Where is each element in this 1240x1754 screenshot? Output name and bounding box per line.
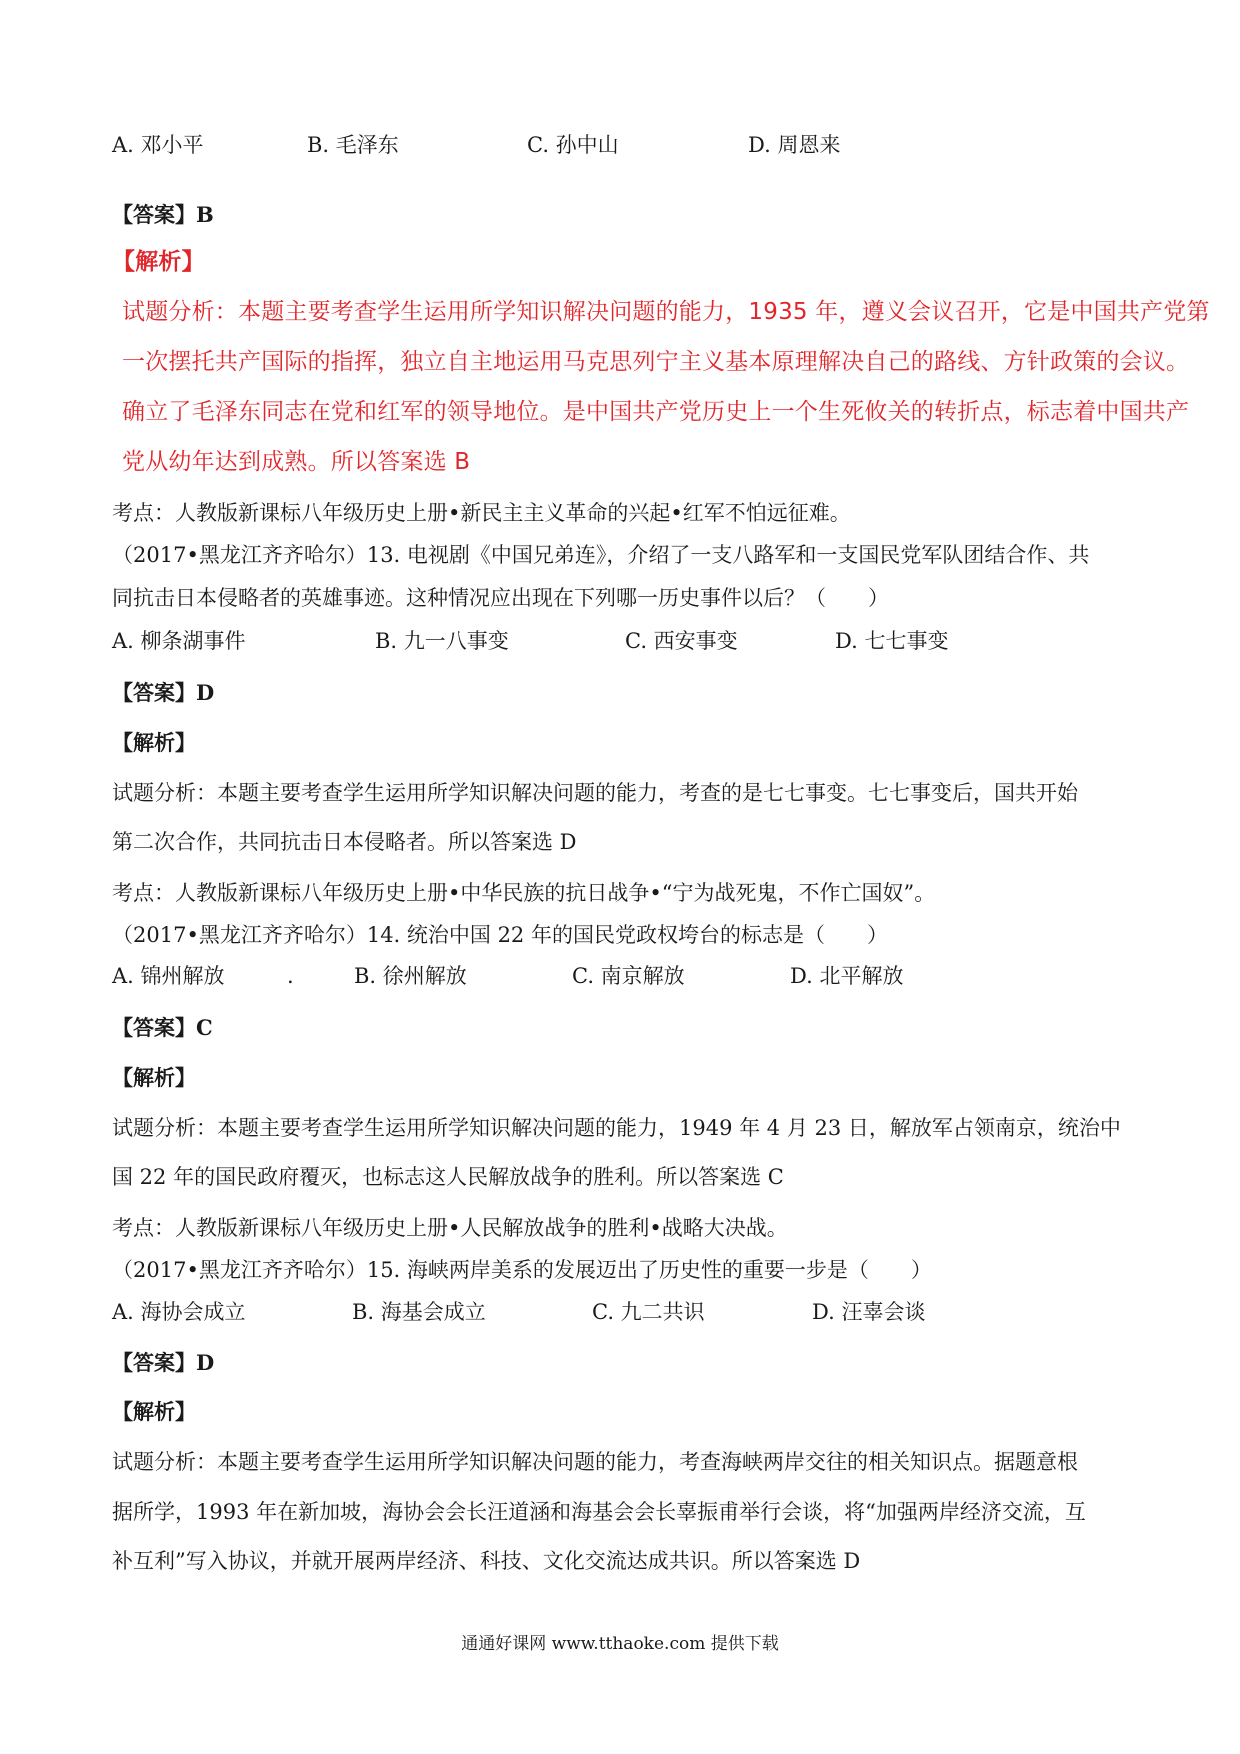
analysis-line: 试题分析：本题主要考查学生运用所学知识解决问题的能力，考查海峡两岸交往的相关知识点。据题意根 [112, 1450, 1078, 1474]
option-d: D. 七七事变 [835, 629, 949, 653]
option-d: D. 北平解放 [790, 964, 904, 988]
knowledge-point: 考点：人教版新课标八年级历史上册•中华民族的抗日战争•“宁为战死鬼，不作亡国奴”。 [112, 881, 936, 905]
option-b: B. 徐州解放 [354, 964, 467, 988]
answer-label: 【答案】D [112, 1350, 215, 1375]
analysis-line: 国 22 年的国民政府覆灭，也标志这人民解放战争的胜利。所以答案选 C [112, 1165, 784, 1189]
option-a: A. 邓小平 [112, 133, 204, 157]
option-a: A. 海协会成立 [112, 1300, 246, 1324]
analysis-label: 【解析】 [112, 730, 196, 755]
answer-label: 【答案】B [112, 202, 214, 227]
knowledge-point: 考点：人教版新课标八年级历史上册•人民解放战争的胜利•战略大决战。 [112, 1216, 788, 1240]
option-a: A. 锦州解放 [112, 964, 225, 988]
option-c: C. 西安事变 [625, 629, 738, 653]
analysis-line: 补互利”写入协议，并就开展两岸经济、科技、文化交流达成共识。所以答案选 D [112, 1549, 861, 1573]
question-stem: （2017•黑龙江齐齐哈尔）13. 电视剧《中国兄弟连》，介绍了一支八路军和一支国民党军队团结合作、共 [112, 543, 1090, 567]
analysis-line: 一次摆托共产国际的指挥，独立自主地运用马克思列宁主义基本原理解决自己的路线、方针政策的会议。 [122, 349, 1190, 375]
analysis-line: 确立了毛泽东同志在党和红军的领导地位。是中国共产党历史上一个生死攸关的转折点，标志着中国共产 [122, 399, 1190, 425]
question-stem: （2017•黑龙江齐齐哈尔）14. 统治中国 22 年的国民党政权垮台的标志是（ ） [112, 923, 888, 947]
option-d: D. 汪辜会谈 [812, 1300, 926, 1324]
analysis-line: 试题分析：本题主要考查学生运用所学知识解决问题的能力，考查的是七七事变。七七事变后，国共开始 [112, 781, 1078, 805]
analysis-line: 党从幼年达到成熟。所以答案选 B [122, 449, 471, 475]
stray-dot: . [287, 964, 294, 988]
analysis-label: 【解析】 [112, 1399, 196, 1424]
page-footer: 通通好课网 www.tthaoke.com 提供下载 [461, 1634, 779, 1654]
analysis-line: 试题分析：本题主要考查学生运用所学知识解决问题的能力，1949 年 4 月 23 日，解放军占领南京，统治中 [112, 1116, 1121, 1140]
analysis-label: 【解析】 [112, 1065, 196, 1090]
option-a: A. 柳条湖事件 [112, 629, 246, 653]
option-c: C. 孙中山 [527, 133, 619, 157]
answer-label: 【答案】C [112, 1015, 213, 1040]
analysis-line: 试题分析：本题主要考查学生运用所学知识解决问题的能力，1935 年，遵义会议召开，它是中国共产党第 [122, 299, 1210, 325]
option-c: C. 九二共识 [592, 1300, 705, 1324]
question-stem: （2017•黑龙江齐齐哈尔）15. 海峡两岸美系的发展迈出了历史性的重要一步是（ ） [112, 1258, 932, 1282]
option-d: D. 周恩来 [748, 133, 841, 157]
knowledge-point: 考点：人教版新课标八年级历史上册•新民主主义革命的兴起•红军不怕远征难。 [112, 501, 851, 525]
option-b: B. 九一八事变 [375, 629, 509, 653]
analysis-line: 第二次合作，共同抗击日本侵略者。所以答案选 D [112, 830, 577, 854]
analysis-label: 【解析】 [112, 249, 205, 275]
option-b: B. 海基会成立 [352, 1300, 486, 1324]
analysis-line: 据所学，1993 年在新加坡，海协会会长汪道涵和海基会会长辜振甫举行会谈，将“加强两岸经济交流，互 [112, 1500, 1086, 1524]
question-stem: 同抗击日本侵略者的英雄事迹。这种情况应出现在下列哪一历史事件以后？（ ） [112, 586, 889, 610]
option-c: C. 南京解放 [572, 964, 685, 988]
answer-label: 【答案】D [112, 680, 215, 705]
option-b: B. 毛泽东 [307, 133, 399, 157]
